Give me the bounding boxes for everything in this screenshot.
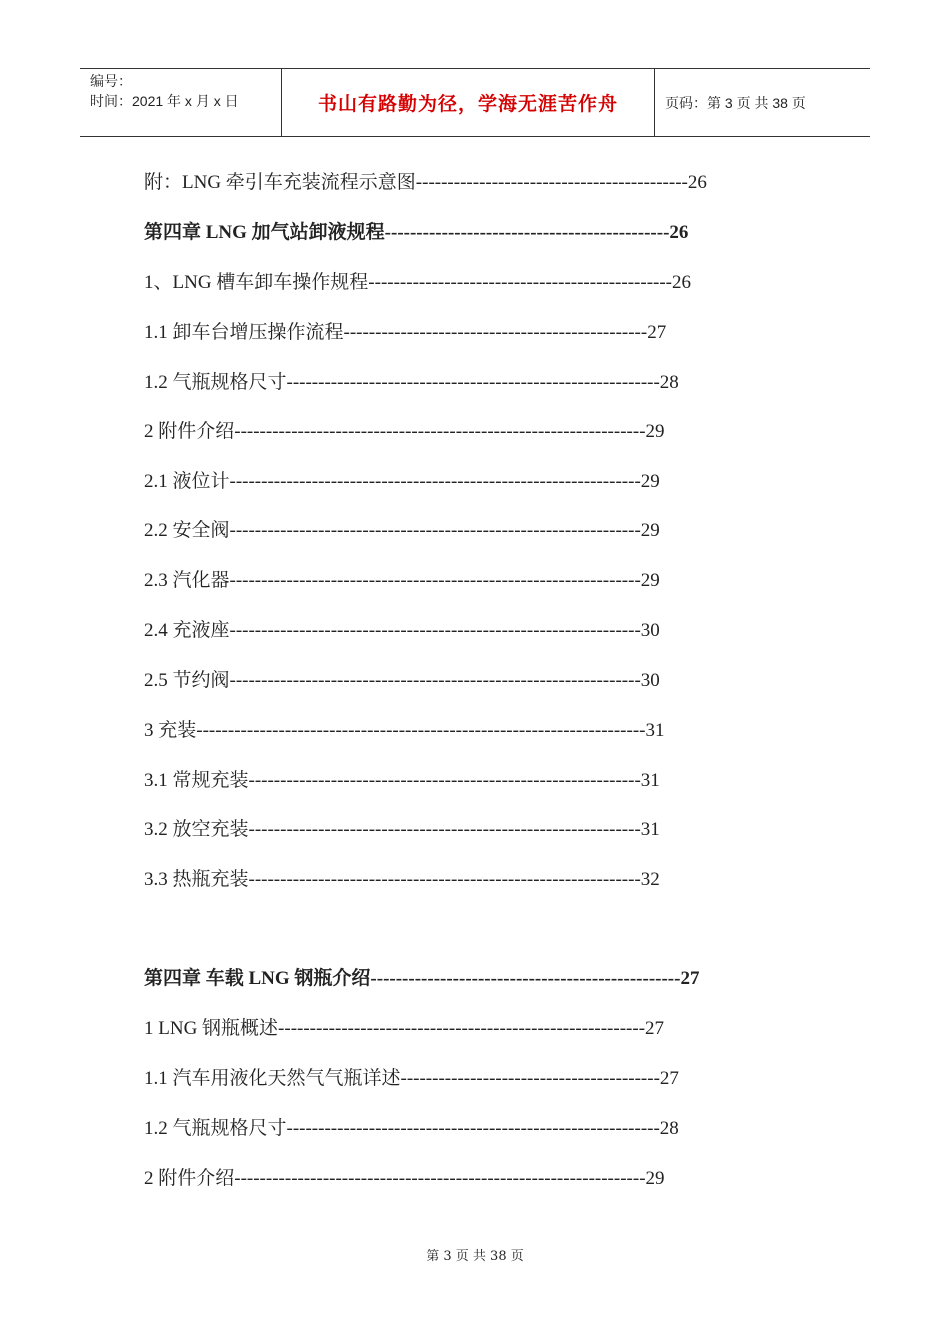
header-page-cell [655, 69, 870, 136]
toc-entry: 3.3 热瓶充装--------------------------------------------------------------32 [144, 869, 660, 890]
toc-entry: 2.2 安全阀-----------------------------------------------------------------29 [144, 520, 660, 541]
toc-entry: 1.2 气瓶规格尺寸-----------------------------------------------------------28 [144, 1118, 679, 1139]
toc-entry: 3 充装-----------------------------------------------------------------------31 [144, 720, 665, 741]
toc-entry: 1.1 卸车台增压操作流程------------------------------------------------27 [144, 322, 667, 343]
toc-entry: 3.2 放空充装--------------------------------------------------------------31 [144, 819, 660, 840]
page-footer: 第 3 页 共 38 页 [426, 1249, 524, 1264]
toc-entry: 第四章 车载 LNG 钢瓶介绍-------------------------------------------------27 [144, 968, 700, 989]
toc-entry: 1、LNG 槽车卸车操作规程------------------------------------------------26 [144, 272, 692, 293]
toc-entry: 2 附件介绍-----------------------------------------------------------------29 [144, 1168, 665, 1189]
time-label: 时间：2021 年 x 月 x 日 [90, 93, 239, 109]
toc-entry: 3.1 常规充装--------------------------------------------------------------31 [144, 770, 660, 791]
toc-entry: 第四章 LNG 加气站卸液规程---------------------------------------------26 [144, 222, 689, 243]
toc-entry: 2.4 充液座-----------------------------------------------------------------30 [144, 620, 660, 641]
toc-entry: 2.3 汽化器-----------------------------------------------------------------29 [144, 570, 660, 591]
toc-entry: 2 附件介绍-----------------------------------------------------------------29 [144, 421, 665, 442]
page-header [80, 68, 870, 137]
toc-entry: 附：LNG 牵引车充装流程示意图-------------------------------------------26 [144, 172, 707, 193]
page-code: 页码：第 3 页 共 38 页 [665, 94, 806, 111]
toc-entry: 1.1 汽车用液化天然气气瓶详述-----------------------------------------27 [144, 1068, 679, 1089]
header-motto-cell [282, 69, 655, 136]
toc-entry: 2.1 液位计-----------------------------------------------------------------29 [144, 471, 660, 492]
motto: 书山有路勤为径，学海无涯苦作舟 [317, 93, 618, 115]
number-label: 编号： [90, 73, 132, 89]
toc-entry: 1 LNG 钢瓶概述----------------------------------------------------------27 [144, 1018, 665, 1039]
toc-entry: 1.2 气瓶规格尺寸-----------------------------------------------------------28 [144, 372, 679, 393]
toc-entry: 2.5 节约阀-----------------------------------------------------------------30 [144, 670, 660, 691]
header-meta [80, 69, 282, 136]
